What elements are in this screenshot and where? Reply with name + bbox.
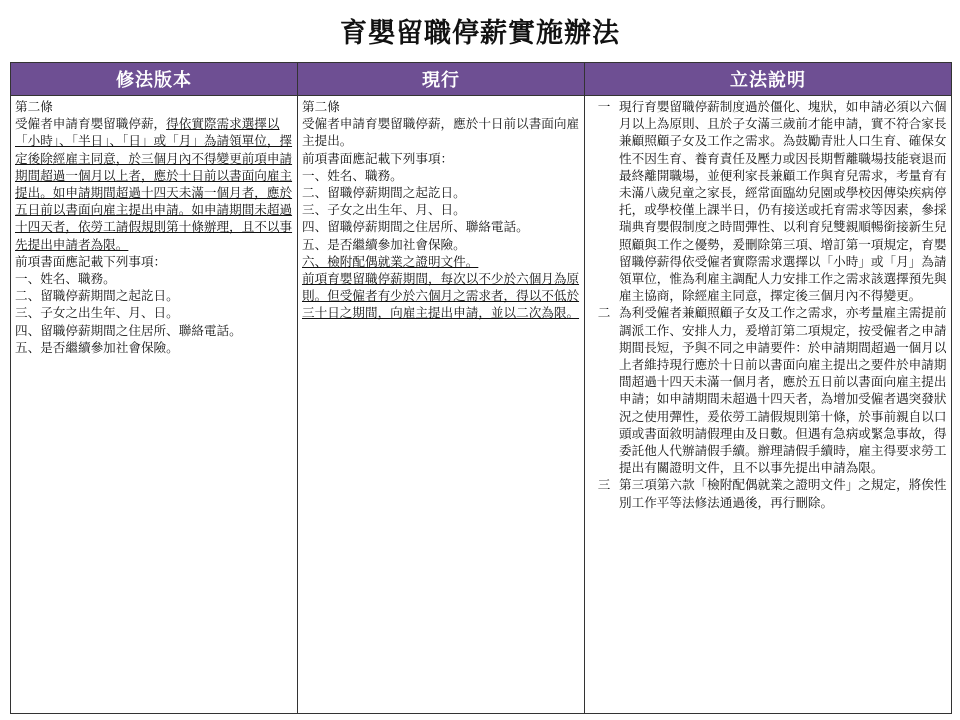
explanation-item-3 (589, 476, 947, 510)
amended-article: 第二條 (15, 99, 53, 114)
header-current: 現行 (298, 63, 585, 96)
explanation-number: 三 (597, 477, 611, 493)
amended-para1 (15, 115, 293, 253)
current-para-underlined: 前項育嬰留職停薪期間，每次以不少於六個月為原則。但受僱者有少於六個月之需求者，得以不低於三十日之期間，向雇主提出申請，並以二次為限。 (302, 271, 580, 321)
content-row (11, 96, 952, 714)
amended-cell (11, 96, 298, 714)
explanation-text: 第三項第六款「檢附配偶就業之證明文件」之規定，將俟性別工作平等法修法通過後，再行刪除。 (619, 477, 947, 510)
explanation-text: 現行育嬰留職停薪制度過於僵化、塊狀，如申請必須以六個月以上為原則、且於子女滿三歲前才能申請，實不符合家長兼顧照顧子女及工作之需求。為鼓勵青壯人口生育、確保女性不因生育、養育責任及壓力或因長期暫離職場技能衰退而最終離開職場，並便利家長兼顧工作與育兒需求，考量育有未滿八歲兒童之家長，經常面臨幼兒園或學校因傳染疾病停托，或學校僅上課半日，仍有接送或托育需求等因素，參採瑞典育嬰假制度之時間彈性、以利育兒雙親順暢銜接新生兒照顧與工作之優勢，爰刪除第三項、增訂第一項規定，育嬰留職停薪得依受僱者實際需求選擇以「小時」或「月」為請領單位，惟為利雇主調配人力安排工作之需求該選擇預先與雇主協商，除經雇主同意，擇定後三個月內不得變更。 (619, 99, 947, 304)
amended-items-intro: 前項書面應記載下列事項： (15, 253, 167, 269)
explanation-number: 二 (597, 305, 611, 321)
explanation-item-2 (589, 304, 947, 476)
comparison-table (10, 62, 952, 714)
explanation-item-1 (589, 98, 947, 304)
amended-item: 三、子女之出生年、月、日。 (15, 305, 179, 321)
amended-para1-plain: 受僱者申請育嬰留職停薪， (15, 116, 167, 132)
explanation-cell (585, 96, 952, 714)
header-explanation: 立法說明 (585, 63, 952, 96)
amended-item: 二、留職停薪期間之起訖日。 (15, 288, 179, 304)
amended-para1-underlined: 得依實際需求選擇以「小時」、「半日」、「日」或「月」為請領單位，擇定後除經雇主同意，於三個月內不得變更前項申請期間超過一個月以上者，應於十日前以書面向雇主提出。如申請期間超過十四天未滿一個月者，應於五日前以書面向雇主提出申請。如申請期間未超過十四天者，依勞工請假規則第十條辦理，且不以事先提出申請者為限。 (15, 116, 293, 252)
current-item: 四、留職停薪期間之住居所、聯絡電話。 (302, 219, 529, 235)
current-item: 五、是否繼續參加社會保險。 (302, 236, 466, 252)
document-title: 育嬰留職停薪實施辦法 (340, 18, 620, 49)
amended-item: 五、是否繼續參加社會保險。 (15, 339, 179, 355)
current-item: 一、姓名、職務。 (302, 167, 403, 183)
amended-item: 一、姓名、職務。 (15, 271, 116, 287)
explanation-text: 為利受僱者兼顧照顧子女及工作之需求，亦考量雇主需提前調派工作、安排人力，爰增訂第二項規定，按受僱者之申請期間長短，予與不同之申請要件：於申請期間超過一個月以上者維持現行應於十日前以書面向雇主提出之要件於申請期間超過十四天未滿一個月者，應於五日前以書面向雇主提出申請；如申請期間未超過十四天者，為增加受僱者遇突發狀況之使用彈性，爰依勞工請假規則第十條，於事前親自以口頭或書面敘明請假理由及日數。但遇有急病或緊急事故，得委託他人代辦請假手續。辦理請假手續時，雇主得要求勞工提出有關證明文件，且不以事先提出申請為限。 (619, 305, 947, 476)
current-item: 三、子女之出生年、月、日。 (302, 202, 466, 218)
current-para1: 受僱者申請育嬰留職停薪，應於十日前以書面向雇主提出。 (302, 116, 580, 149)
header-amended: 修法版本 (11, 63, 298, 96)
explanation-number: 一 (597, 99, 611, 114)
header-row (11, 63, 952, 96)
current-item: 二、留職停薪期間之起訖日。 (302, 185, 466, 201)
current-items-intro: 前項書面應記載下列事項： (302, 150, 454, 166)
amended-item: 四、留職停薪期間之住居所、聯絡電話。 (15, 322, 242, 338)
current-cell (298, 96, 585, 714)
current-article: 第二條 (302, 99, 340, 114)
current-item6-underlined: 六、檢附配偶就業之證明文件。 (302, 253, 479, 269)
